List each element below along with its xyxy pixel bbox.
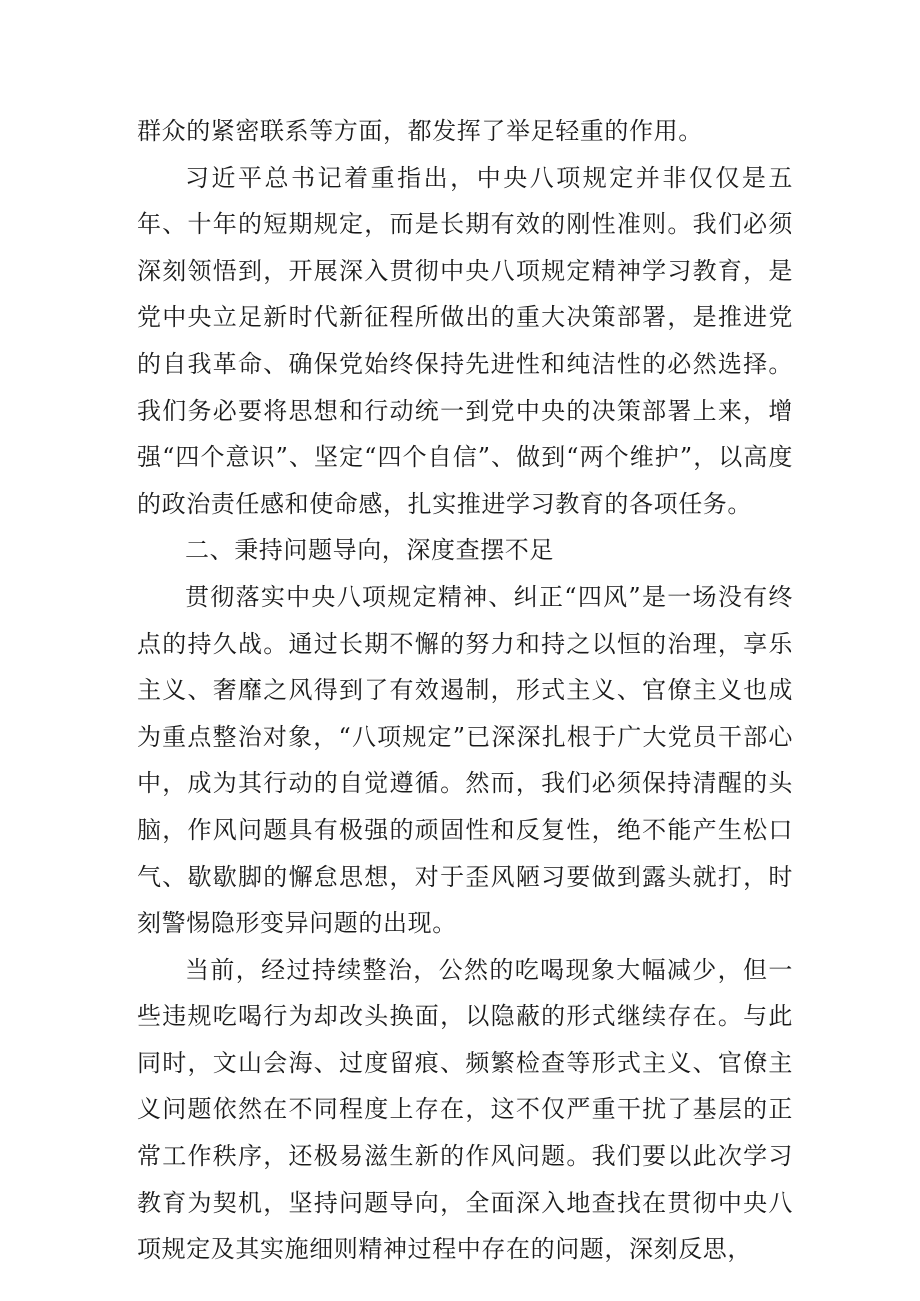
paragraph-four-winds: 贯彻落实中央八项规定精神、纠正“四风”是一场没有终点的持久战。通过长期不懈的努力和持之以恒的治理，享乐主义、奢靡之风得到了有效遏制，形式主义、官僚主义也成为重点整治对象，“八项规定”已深深扎根于广大党员干部心中，成为其行动的自觉遵循。然而，我们必须保持清醒的头脑，作风问题具有极强的顽固性和反复性，绝不能产生松口气、歇歇脚的懈怠思想，对于歪风陋习要做到露头就打，时刻警惕隐形变异问题的出现。 xyxy=(137,582,793,938)
paragraph-continuation: 群众的紧密联系等方面，都发挥了举足轻重的作用。 xyxy=(137,117,703,145)
document-body xyxy=(137,108,793,1273)
paragraph-current-situation: 当前，经过持续整治，公然的吃喝现象大幅减少，但一些违规吃喝行为却改头换面，以隐蔽的形式继续存在。与此同时，文山会海、过度留痕、频繁检查等形式主义、官僚主义问题依然在不同程度上存在，这不仅严重干扰了基层的正常工作秩序，还极易滋生新的作风问题。我们要以此次学习教育为契机，坚持问题导向，全面深入地查找在贯彻中央八项规定及其实施细则精神过程中存在的问题，深刻反思， xyxy=(137,955,793,1264)
section-heading-problem-orientation: 二、秉持问题导向，深度查摆不足 xyxy=(185,536,554,565)
paragraph-central-eight-rules: 习近平总书记着重指出，中央八项规定并非仅仅是五年、十年的短期规定，而是长期有效的刚性准则。我们必须深刻领悟到，开展深入贯彻中央八项规定精神学习教育，是党中央立足新时代新征程所做出的重大决策部署，是推进党的自我革命、确保党始终保持先进性和纯洁性的必然选择。我们务必要将思想和行动统一到党中央的决策部署上来，增强“四个意识”、坚定“四个自信”、做到“两个维护”，以高度的政治责任感和使命感，扎实推进学习教育的各项任务。 xyxy=(137,163,793,518)
